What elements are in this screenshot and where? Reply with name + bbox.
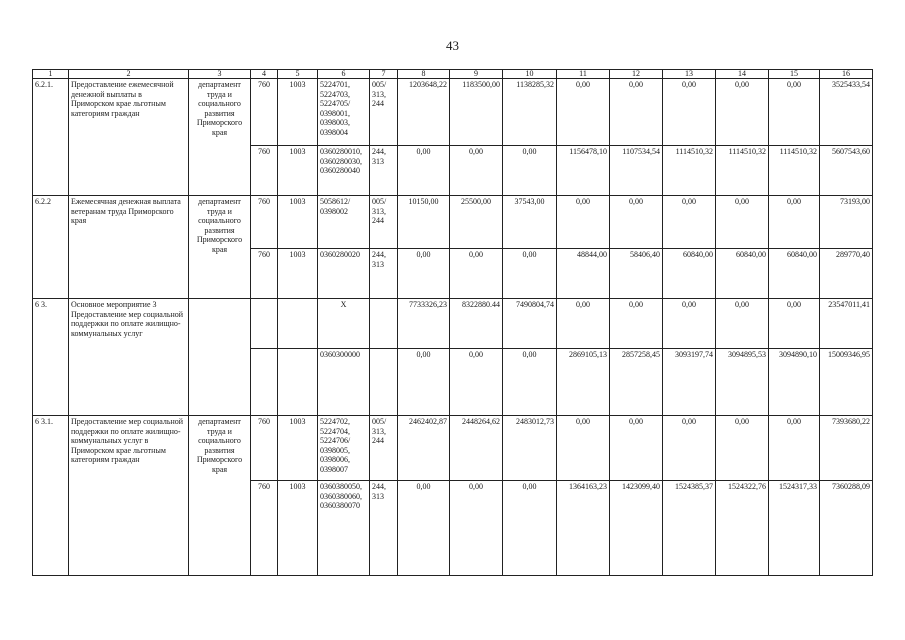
value-cell: 60840,00 bbox=[769, 249, 820, 299]
value-cell: 2448264,62 bbox=[450, 416, 503, 481]
value-cell: 3094895,53 bbox=[716, 349, 769, 416]
header-cell: 8 bbox=[398, 70, 450, 79]
header-cell: 11 bbox=[557, 70, 610, 79]
section-code bbox=[278, 349, 318, 416]
measure-name: Предоставление ежемесячной денежной выплаты в Приморском крае льготным категориям граждан bbox=[69, 79, 189, 196]
value-cell: 7490804,74 bbox=[503, 299, 557, 349]
value-cell: 0,00 bbox=[503, 146, 557, 196]
executor: департамент труда и социального развития Приморского края bbox=[189, 196, 251, 299]
total-cell: 7393680,22 bbox=[820, 416, 873, 481]
target-article: 5224702, 5224704, 5224706/ 0398005, 0398006, 0398007 bbox=[318, 416, 370, 481]
value-cell: 25500,00 bbox=[450, 196, 503, 249]
value-cell: 0,00 bbox=[716, 416, 769, 481]
value-cell: 48844,00 bbox=[557, 249, 610, 299]
header-cell: 2 bbox=[69, 70, 189, 79]
value-cell: 1524317,33 bbox=[769, 481, 820, 576]
value-cell: 1138285,32 bbox=[503, 79, 557, 146]
measure-name: Предоставление мер социальной поддержки по оплате жилищно-коммунальных услуг в Приморском крае льготным категориям граждан bbox=[69, 416, 189, 576]
grbs-code bbox=[251, 349, 278, 416]
total-cell: 289770,40 bbox=[820, 249, 873, 299]
row-number: 6.2.2 bbox=[33, 196, 69, 299]
expense-type: 005/ 313, 244 bbox=[370, 196, 398, 249]
header-cell: 10 bbox=[503, 70, 557, 79]
value-cell: 0,00 bbox=[450, 481, 503, 576]
value-cell: 2857258,45 bbox=[610, 349, 663, 416]
expense-type: 244, 313 bbox=[370, 481, 398, 576]
value-cell: 0,00 bbox=[663, 79, 716, 146]
value-cell: 0,00 bbox=[450, 249, 503, 299]
value-cell: 2483012,73 bbox=[503, 416, 557, 481]
target-article: 5224701, 5224703, 5224705/ 0398001, 0398003, 0398004 bbox=[318, 79, 370, 146]
value-cell: 1203648,22 bbox=[398, 79, 450, 146]
value-cell: 0,00 bbox=[398, 249, 450, 299]
target-article: 0360300000 bbox=[318, 349, 370, 416]
grbs-code: 760 bbox=[251, 146, 278, 196]
value-cell: 1156478,10 bbox=[557, 146, 610, 196]
value-cell: 0,00 bbox=[398, 146, 450, 196]
target-article: 5058612/ 0398002 bbox=[318, 196, 370, 249]
expense-type: 244, 313 bbox=[370, 249, 398, 299]
value-cell: 8322880.44 bbox=[450, 299, 503, 349]
value-cell: 0,00 bbox=[769, 196, 820, 249]
value-cell: 1364163,23 bbox=[557, 481, 610, 576]
value-cell: 0,00 bbox=[610, 299, 663, 349]
value-cell: 0,00 bbox=[610, 79, 663, 146]
value-cell: 1183500,00 bbox=[450, 79, 503, 146]
section-code: 1003 bbox=[278, 146, 318, 196]
value-cell: 0,00 bbox=[769, 79, 820, 146]
value-cell: 0,00 bbox=[398, 349, 450, 416]
header-cell: 4 bbox=[251, 70, 278, 79]
value-cell: 0,00 bbox=[769, 416, 820, 481]
value-cell: 1423099,40 bbox=[610, 481, 663, 576]
executor: департамент труда и социального развития Приморского края bbox=[189, 79, 251, 196]
value-cell: 0,00 bbox=[663, 416, 716, 481]
value-cell: 0,00 bbox=[557, 299, 610, 349]
value-cell: 0,00 bbox=[663, 299, 716, 349]
value-cell: 3093197,74 bbox=[663, 349, 716, 416]
value-cell: 0,00 bbox=[398, 481, 450, 576]
grbs-code: 760 bbox=[251, 79, 278, 146]
total-cell: 7360288,09 bbox=[820, 481, 873, 576]
value-cell: 0,00 bbox=[716, 196, 769, 249]
executor: департамент труда и социального развития Приморского края bbox=[189, 416, 251, 576]
section-code: 1003 bbox=[278, 79, 318, 146]
value-cell: 0,00 bbox=[716, 79, 769, 146]
page-number: 43 bbox=[446, 38, 459, 53]
value-cell: 0,00 bbox=[557, 79, 610, 146]
measure-name: Ежемесячная денежная выплата ветеранам труда Приморского края bbox=[69, 196, 189, 299]
grbs-code bbox=[251, 299, 278, 349]
value-cell: 1524385,37 bbox=[663, 481, 716, 576]
value-cell: 0,00 bbox=[610, 196, 663, 249]
header-cell: 5 bbox=[278, 70, 318, 79]
total-cell: 15009346,95 bbox=[820, 349, 873, 416]
grbs-code: 760 bbox=[251, 196, 278, 249]
grbs-code: 760 bbox=[251, 481, 278, 576]
header-cell: 7 bbox=[370, 70, 398, 79]
value-cell: 2869105,13 bbox=[557, 349, 610, 416]
section-code: 1003 bbox=[278, 481, 318, 576]
value-cell: 58406,40 bbox=[610, 249, 663, 299]
value-cell: 60840,00 bbox=[663, 249, 716, 299]
value-cell: 0,00 bbox=[663, 196, 716, 249]
value-cell: 0,00 bbox=[503, 349, 557, 416]
section-code: 1003 bbox=[278, 196, 318, 249]
column-number-header bbox=[33, 70, 873, 79]
grbs-code: 760 bbox=[251, 249, 278, 299]
section-code: 1003 bbox=[278, 416, 318, 481]
executor bbox=[189, 299, 251, 416]
value-cell: 10150,00 bbox=[398, 196, 450, 249]
header-cell: 14 bbox=[716, 70, 769, 79]
value-cell: 0,00 bbox=[503, 249, 557, 299]
value-cell: 1114510,32 bbox=[663, 146, 716, 196]
value-cell: 0,00 bbox=[450, 349, 503, 416]
value-cell: 60840,00 bbox=[716, 249, 769, 299]
section-code bbox=[278, 299, 318, 349]
value-cell: 37543,00 bbox=[503, 196, 557, 249]
expense-type bbox=[370, 349, 398, 416]
value-cell: 0,00 bbox=[769, 299, 820, 349]
header-cell: 9 bbox=[450, 70, 503, 79]
target-article: X bbox=[318, 299, 370, 349]
header-cell: 1 bbox=[33, 70, 69, 79]
expense-type: 005/ 313, 244 bbox=[370, 79, 398, 146]
value-cell: 1107534,54 bbox=[610, 146, 663, 196]
target-article: 0360380050, 0360380060, 0360380070 bbox=[318, 481, 370, 576]
value-cell: 3094890,10 bbox=[769, 349, 820, 416]
total-cell: 73193,00 bbox=[820, 196, 873, 249]
value-cell: 1524322,76 bbox=[716, 481, 769, 576]
table-row bbox=[33, 196, 873, 249]
section-code: 1003 bbox=[278, 249, 318, 299]
header-cell: 16 bbox=[820, 70, 873, 79]
value-cell: 2462402,87 bbox=[398, 416, 450, 481]
row-number: 6 3. bbox=[33, 299, 69, 416]
grbs-code: 760 bbox=[251, 416, 278, 481]
value-cell: 0,00 bbox=[557, 416, 610, 481]
value-cell: 0,00 bbox=[450, 146, 503, 196]
measure-name: Основное мероприятие 3 Предоставление мер социальной поддержки по оплате жилищно-коммунальных услуг bbox=[69, 299, 189, 416]
expense-type bbox=[370, 299, 398, 349]
total-cell: 5607543,60 bbox=[820, 146, 873, 196]
value-cell: 0,00 bbox=[503, 481, 557, 576]
expense-type: 005/ 313, 244 bbox=[370, 416, 398, 481]
target-article: 0360280010, 0360280030, 0360280040 bbox=[318, 146, 370, 196]
table-row bbox=[33, 79, 873, 146]
table-row bbox=[33, 299, 873, 349]
total-cell: 23547011,41 bbox=[820, 299, 873, 349]
row-number: 6.2.1. bbox=[33, 79, 69, 196]
header-cell: 12 bbox=[610, 70, 663, 79]
header-cell: 6 bbox=[318, 70, 370, 79]
value-cell: 1114510,32 bbox=[716, 146, 769, 196]
value-cell: 0,00 bbox=[610, 416, 663, 481]
expense-type: 244, 313 bbox=[370, 146, 398, 196]
total-cell: 3525433,54 bbox=[820, 79, 873, 146]
value-cell: 0,00 bbox=[557, 196, 610, 249]
row-number: 6 3.1. bbox=[33, 416, 69, 576]
value-cell: 1114510,32 bbox=[769, 146, 820, 196]
budget-table bbox=[32, 69, 873, 576]
value-cell: 0,00 bbox=[716, 299, 769, 349]
table-row bbox=[33, 416, 873, 481]
value-cell: 7733326,23 bbox=[398, 299, 450, 349]
header-cell: 13 bbox=[663, 70, 716, 79]
header-cell: 3 bbox=[189, 70, 251, 79]
target-article: 0360280020 bbox=[318, 249, 370, 299]
header-cell: 15 bbox=[769, 70, 820, 79]
